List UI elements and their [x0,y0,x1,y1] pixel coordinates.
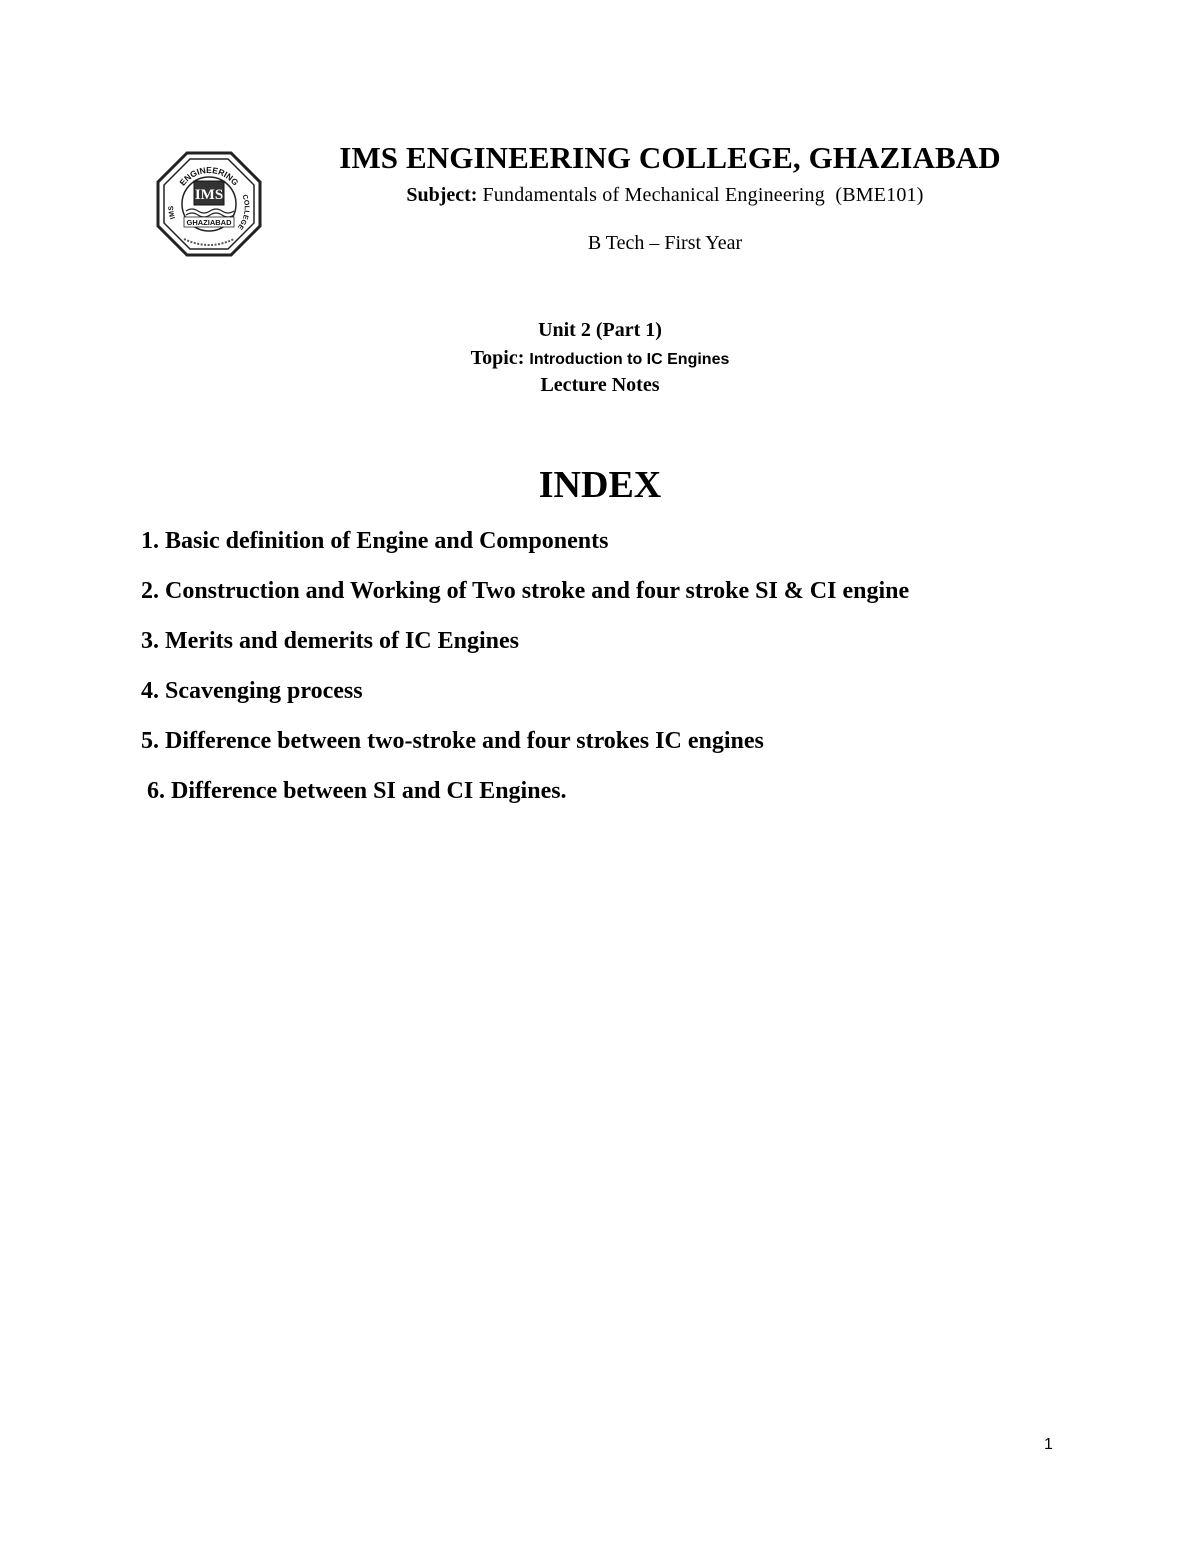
unit-title: Unit 2 (Part 1) [538,319,662,341]
index-item-4: 4. Scavenging process [141,678,363,704]
subject-line [0,184,1200,207]
index-item-1: 1. Basic definition of Engine and Components [141,528,609,554]
lecture-notes-label: Lecture Notes [540,374,660,396]
index-item-5: 5. Difference between two-stroke and four strokes IC engines [141,728,764,754]
year-line: B Tech – First Year [587,232,743,254]
page-number: 1 [1044,1436,1053,1453]
index-item-6: 6. Difference between SI and CI Engines. [141,778,567,804]
subject-label: Subject: [406,184,478,206]
logo-arc-right-text: COLLEGE [235,193,250,231]
logo-arc-top-text: ENGINEERING [177,165,241,188]
topic-label: Topic: [470,347,525,369]
subject-value: Fundamentals of Mechanical Engineering (BME101) [482,184,924,206]
index-item-2: 2. Construction and Working of Two stroke and four stroke SI & CI engine [141,578,910,604]
logo-arc-left-text: IMS [168,205,178,220]
logo-center-text: IMS [194,187,224,203]
topic-value: Introduction to IC Engines [529,351,730,368]
index-item-3: 3. Merits and demerits of IC Engines [141,628,519,654]
logo-bottom-text: GHAZIABAD [186,218,232,227]
college-name: IMS ENGINEERING COLLEGE, GHAZIABAD [339,140,1001,175]
index-heading: INDEX [538,464,662,506]
topic-line [0,347,1200,370]
